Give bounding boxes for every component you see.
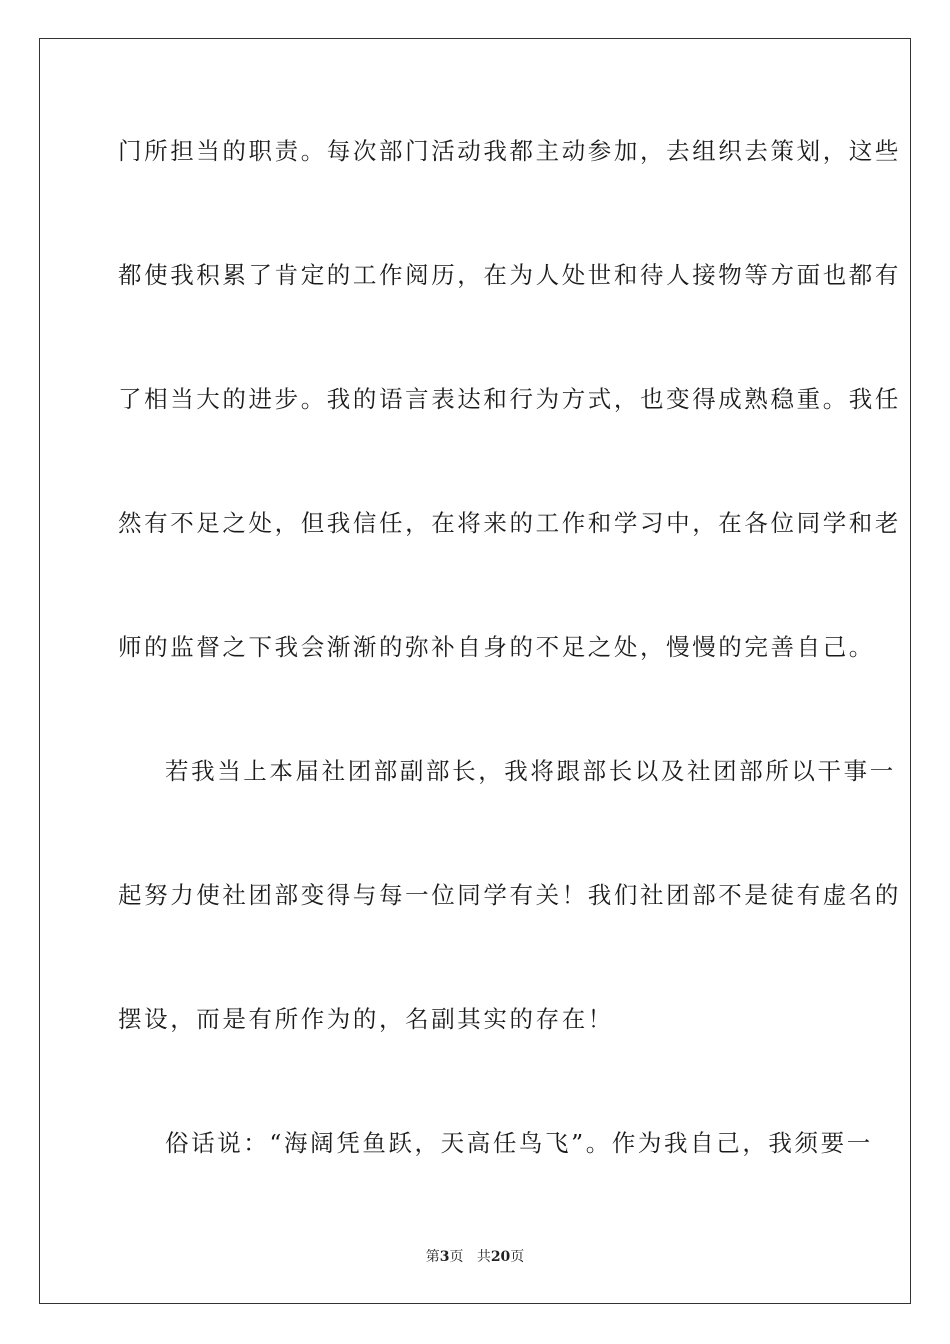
text-line: 师的监督之下我会渐渐的弥补自身的不足之处，慢慢的完善自己。 [118,633,875,661]
paragraph-start-line: 若我当上本届社团部副部长，我将跟部长以及社团部所以干事一 [165,757,896,785]
text-line: 摆设，而是有所作为的，名副其实的存在！ [118,1005,614,1033]
total-prefix: 共 [476,1249,491,1265]
text-line: 都使我积累了肯定的工作阅历，在为人处世和待人接物等方面也都有 [118,261,901,289]
page-border [39,38,911,1304]
text-line: 起努力使社团部变得与每一位同学有关！我们社团部不是徒有虚名的 [118,881,901,909]
text-line: 门所担当的职责。每次部门活动我都主动参加，去组织去策划，这些 [118,137,901,165]
page-prefix: 第 [425,1249,440,1265]
text-line: 了相当大的进步。我的语言表达和行为方式，也变得成熟稳重。我任 [118,385,901,413]
text-line: 然有不足之处，但我信任，在将来的工作和学习中，在各位同学和老 [118,509,901,537]
page-footer [0,1246,950,1266]
total-pages: 20 [490,1249,511,1265]
page-suffix: 页 [449,1249,464,1265]
total-suffix: 页 [510,1249,525,1265]
paragraph-start-line: 俗话说：“海阔凭鱼跃，天高任鸟飞”。作为我自己，我须要一 [165,1129,873,1157]
page-number: 3 [439,1249,450,1265]
